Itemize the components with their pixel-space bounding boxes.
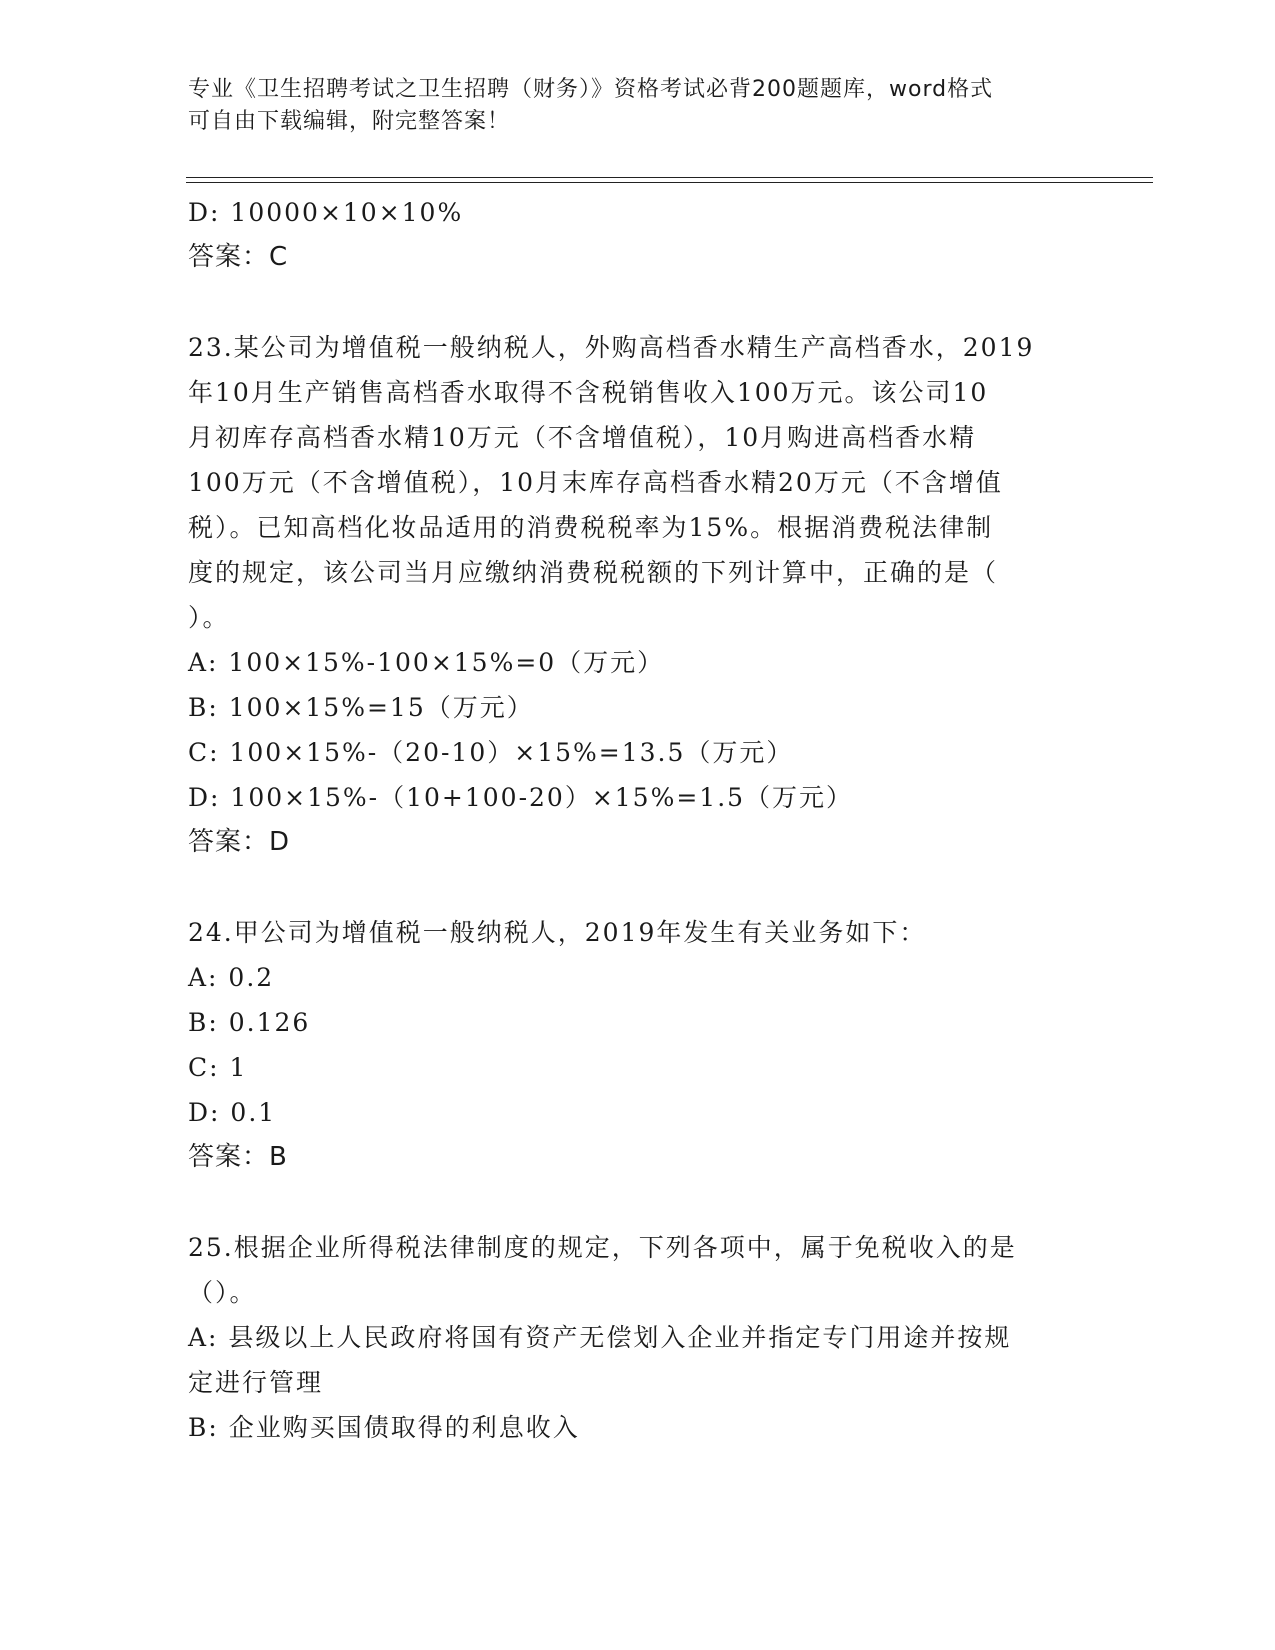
question-stem-line: 25.根据企业所得税法律制度的规定，下列各项中，属于免税收入的是 — [188, 1233, 1017, 1262]
answer-line: 答案：B — [188, 1142, 288, 1172]
option-a-continued: 定进行管理 — [188, 1368, 324, 1397]
question-stem-line: ）。 — [188, 603, 230, 632]
option-c: C: 100×15%-（20-10）×15%=13.5（万元） — [188, 738, 794, 767]
spacer — [188, 280, 1088, 325]
question-stem-line: 23.某公司为增值税一般纳税人，外购高档香水精生产高档香水，2019 — [188, 333, 1035, 362]
question-25 — [188, 1225, 1088, 1450]
question-22-tail — [188, 190, 1088, 280]
option-a: A: 县级以上人民政府将国有资产无偿划入企业并指定专门用途并按规 — [188, 1323, 1012, 1352]
question-stem-line: 100万元（不含增值税），10月末库存高档香水精20万元（不含增值 — [188, 468, 1003, 497]
question-stem-line: 年10月生产销售高档香水取得不含税销售收入100万元。该公司10 — [188, 378, 989, 407]
answer-line: 答案：D — [188, 827, 291, 857]
document-header — [188, 74, 1088, 138]
option-b: B: 100×15%=15（万元） — [188, 693, 534, 722]
question-24 — [188, 910, 1088, 1180]
option-d: D: 10000×10×10% — [188, 198, 464, 227]
question-stem-line: 度的规定，该公司当月应缴纳消费税税额的下列计算中，正确的是（ — [188, 558, 999, 587]
option-d: D: 0.1 — [188, 1098, 277, 1127]
answer-line: 答案：C — [188, 242, 289, 272]
option-b: B: 0.126 — [188, 1008, 311, 1037]
option-b: B: 企业购买国债取得的利息收入 — [188, 1413, 580, 1442]
option-c: C: 1 — [188, 1053, 248, 1082]
question-stem-line: 月初库存高档香水精10万元（不含增值税），10月购进高档香水精 — [188, 423, 977, 452]
header-line-2: 可自由下载编辑，附完整答案！ — [188, 109, 511, 134]
header-divider — [186, 177, 1153, 183]
option-d: D: 100×15%-（10+100-20）×15%=1.5（万元） — [188, 783, 854, 812]
header-line-1: 专业《卫生招聘考试之卫生招聘（财务）》资格考试必背200题题库，word格式 — [188, 77, 994, 102]
question-stem-line: 24.甲公司为增值税一般纳税人，2019年发生有关业务如下： — [188, 918, 927, 947]
question-23 — [188, 325, 1088, 865]
option-a: A: 100×15%-100×15%=0（万元） — [188, 648, 665, 677]
spacer — [188, 1180, 1088, 1225]
option-a: A: 0.2 — [188, 963, 275, 992]
question-stem-line: 税）。已知高档化妆品适用的消费税税率为15%。根据消费税法律制 — [188, 513, 994, 542]
spacer — [188, 865, 1088, 910]
question-stem-line: （）。 — [188, 1278, 257, 1307]
document-body — [188, 190, 1088, 1450]
